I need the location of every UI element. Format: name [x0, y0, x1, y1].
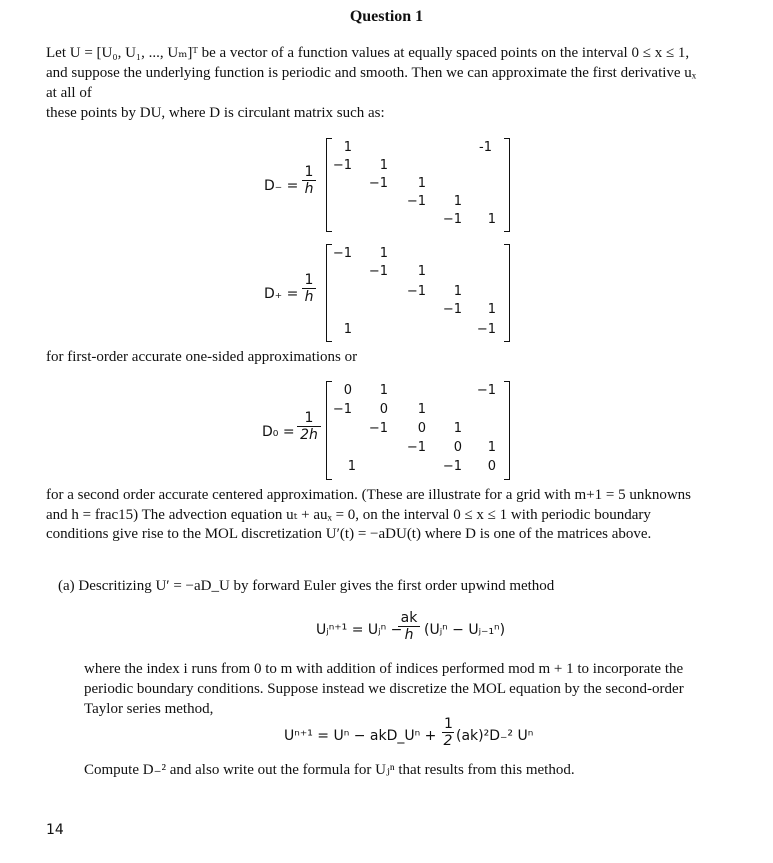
- matrix-cell: 1: [347, 459, 356, 474]
- between-text: for first-order accurate one-sided approximations or: [46, 349, 358, 365]
- intro-line-3: at all of: [46, 85, 92, 101]
- matrix-cell: −1: [406, 284, 426, 299]
- matrix-d-minus-label: D₋ =: [264, 178, 299, 194]
- after-line-3: conditions give rise to the MOL discretization U′(t) = −aDU(t) where D is one of the matrices above.: [46, 526, 652, 542]
- matrix-cell: 1: [487, 440, 496, 455]
- matrix-d-plus-label: D₊ =: [264, 286, 299, 302]
- fraction-denominator: 2: [443, 733, 453, 749]
- right-bracket: [504, 381, 510, 480]
- matrix-cell: 0: [379, 402, 388, 417]
- fraction-numerator: ak: [398, 610, 420, 627]
- matrix-cell: 1: [453, 284, 462, 299]
- after-line-2: and h = frac15) The advection equation uₜ + auₓ = 0, on the interval 0 ≤ x ≤ 1 with periodic boundary: [46, 507, 651, 523]
- right-bracket: [504, 138, 510, 232]
- matrix-cell: 1: [487, 302, 496, 317]
- matrix-cell: 1: [417, 176, 426, 191]
- fraction-denominator: h: [304, 181, 314, 197]
- matrix-cell: −1: [442, 459, 462, 474]
- after-line-1: for a second order accurate centered approximation. (These are illustrate for a grid with m+1 = 5 unknowns: [46, 487, 692, 503]
- intro-line-1: Let U = [U₀, U₁, ..., Uₘ]ᵀ be a vector of a function values at equally spaced points on the interval 0 ≤ x ≤ 1,: [46, 45, 690, 61]
- matrix-cell: 0: [453, 440, 462, 455]
- part-a-line-2: where the index i runs from 0 to m with addition of indices performed mod m + 1 to incorporate the: [84, 661, 684, 677]
- fraction-denominator: 2h: [300, 427, 318, 443]
- part-a-line-5: Compute D₋² and also write out the formula for Uⱼⁿ that results from this method.: [84, 762, 575, 778]
- page-number: 14: [46, 822, 64, 838]
- matrix-cell: −1: [406, 440, 426, 455]
- fraction-numerator: 1: [444, 716, 453, 732]
- matrix-cell: 1: [417, 402, 426, 417]
- matrix-cell: −1: [442, 212, 462, 227]
- question-title: Question 1: [349, 8, 424, 25]
- intro-line-4: these points by DU, where D is circulant matrix such as:: [46, 105, 385, 121]
- matrix-cell: −1: [332, 402, 352, 417]
- matrix-d-plus-fraction: [302, 272, 316, 305]
- matrix-cell: −1: [368, 176, 388, 191]
- equation-taylor-fraction: [442, 716, 454, 749]
- part-a-line-1: (a) Descritizing U′ = −aD_U by forward Euler gives the first order upwind method: [58, 578, 555, 594]
- fraction-numerator: 1: [302, 272, 316, 289]
- matrix-cell: 1: [453, 194, 462, 209]
- matrix-cell: −1: [406, 194, 426, 209]
- matrix-cell: 0: [487, 459, 496, 474]
- matrix-cell: 0: [417, 421, 426, 436]
- matrix-cell: −1: [368, 421, 388, 436]
- matrix-cell: −1: [442, 302, 462, 317]
- matrix-cell: 1: [343, 322, 352, 337]
- fraction-denominator: h: [404, 627, 414, 643]
- matrix-cell: 1: [379, 158, 388, 173]
- equation-taylor-left: Uⁿ⁺¹ = Uⁿ − akD_Uⁿ +: [284, 728, 437, 744]
- matrix-cell: 1: [453, 421, 462, 436]
- right-bracket: [504, 244, 510, 342]
- matrix-d-zero-fraction: [297, 410, 321, 443]
- matrix-cell: -1: [479, 140, 492, 155]
- fraction-numerator: 1: [297, 410, 321, 427]
- matrix-cell: −1: [476, 383, 496, 398]
- matrix-cell: 1: [343, 140, 352, 155]
- matrix-d-minus-fraction: [302, 164, 316, 197]
- matrix-cell: 1: [487, 212, 496, 227]
- matrix-cell: 1: [417, 264, 426, 279]
- part-a-line-3: periodic boundary conditions. Suppose instead we discretize the MOL equation by the second-order: [84, 681, 684, 697]
- matrix-cell: 1: [379, 383, 388, 398]
- equation-upwind-left: Uⱼⁿ⁺¹ = Uⱼⁿ −: [316, 622, 403, 638]
- matrix-cell: −1: [476, 322, 496, 337]
- equation-upwind-right: (Uⱼⁿ − Uⱼ₋₁ⁿ): [424, 622, 506, 638]
- matrix-cell: −1: [332, 246, 352, 261]
- equation-upwind-fraction: [398, 610, 420, 643]
- matrix-d-zero-label: D₀ =: [262, 424, 295, 440]
- part-a-line-4: Taylor series method,: [84, 701, 214, 717]
- fraction-denominator: h: [304, 289, 314, 305]
- matrix-cell: −1: [368, 264, 388, 279]
- matrix-cell: 1: [379, 246, 388, 261]
- matrix-cell: 0: [343, 383, 352, 398]
- fraction-numerator: 1: [302, 164, 316, 181]
- equation-taylor-right: (ak)²D₋² Uⁿ: [456, 728, 534, 744]
- intro-line-2: and suppose the underlying function is periodic and smooth. Then we can approximate the first derivative uₓ: [46, 65, 697, 81]
- matrix-cell: −1: [332, 158, 352, 173]
